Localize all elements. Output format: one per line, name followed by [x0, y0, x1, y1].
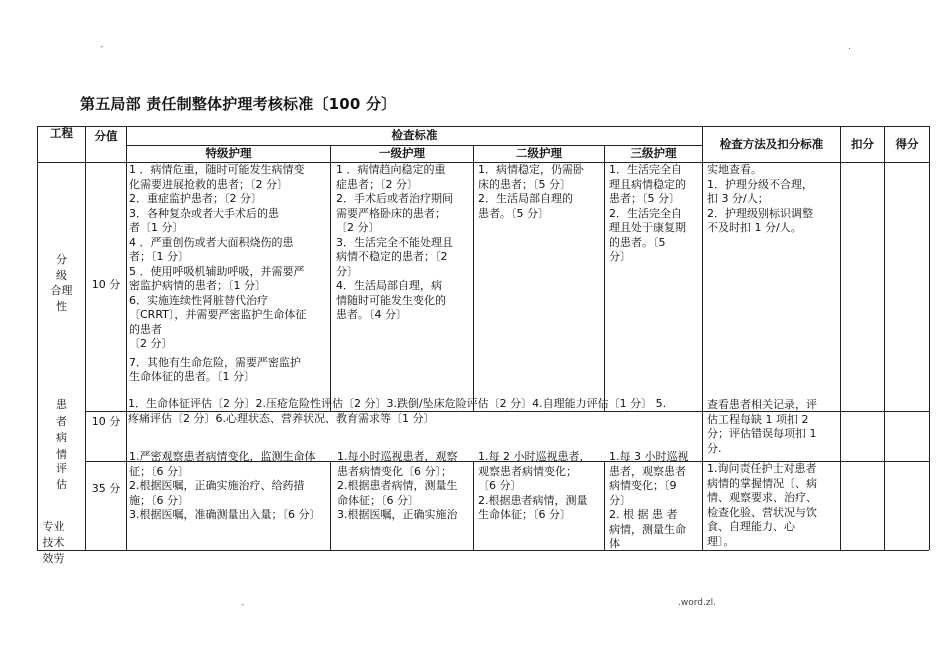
row1-level2-care-text: 1．病情稳定，仍需卧 床的患者；〔5 分〕 2．生活局部自理的 患者。〔5 分〕	[478, 163, 584, 220]
header-gain: 得分	[895, 137, 919, 151]
row1-method-text: 实地查看。 1．护理分级不合理， 扣 3 分/人； 2．护理级别标识调整 不及时扣 1 分/人。	[707, 163, 813, 234]
header-level2-care: 二级护理	[516, 146, 562, 160]
page-footer: .word.zl.	[678, 598, 716, 608]
header-method: 检查方法及扣分标准	[719, 137, 824, 151]
row3-method-text: 1.询问责任护士对患者 病情的掌握情况〔、病 情、观察要求、治疗、 检查化验、营状况与饮 食、自理能力、心 理〕。	[707, 462, 817, 548]
row1-level3-care-text: 1．生活完全自 理且病情稳定的 患者；〔5 分〕 2．生活完全自 理且处于康复期 的患者。〔5 分〕	[609, 163, 686, 263]
row3-project-top: 评 估	[56, 462, 67, 491]
row3-special-care-text: 1.严密观察患者病情变化，监测生命体 征；〔6 分〕 2.根据医嘱，正确实施治疗、给药措 施；〔6 分〕 3.根据医嘱，准确测量出入量；〔6 分〕	[129, 450, 321, 521]
row1-project: 分 级 合理 性	[50, 253, 73, 313]
row2-project: 患 者 病 情	[56, 398, 67, 461]
header-standard: 检查标准	[391, 128, 438, 142]
row3-project-bottom: 专业 技术 效劳	[42, 520, 65, 565]
row3-level1-care-text: 1.每小时巡视患者，观察 患者病情变化〔6 分〕； 2.根据患者病情，测量生 命体征；〔6 分〕 3.根据医嘱，正确实施治	[337, 450, 458, 521]
row2-method-text: 查看患者相关记录，评 估工程每缺 1 项扣 2 分；评估错误每项扣 1 分.	[707, 398, 817, 455]
header-score: 分值	[94, 129, 118, 143]
row1-level1-care-text: 1 ．病情趋向稳定的重 症患者；〔2 分〕 2．手术后或者治疗期间 需要严格卧床的患者； 〔2 分〕 3．生活完全不能处理且 病情不稳定的患者；〔2 分〕 4．生活局部自理，病 情随时可能发生变化的 患者。〔4 分〕	[336, 163, 453, 321]
header-special-care: 特级护理	[205, 146, 252, 160]
row1-score: 10 分	[91, 278, 121, 291]
page-mark-top-right: .	[848, 42, 851, 52]
header-project: 工程	[50, 126, 73, 140]
header-level1-care: 一级护理	[379, 146, 425, 160]
document-title: 第五局部 责任制整体护理考核标准〔100 分〕	[80, 95, 397, 113]
row3-score: 35 分	[91, 482, 121, 495]
row1-special-care-text: 1 ．病情危重，随时可能发生病情变 化需要进展抢救的患者；〔2 分〕 2．重症监护患者；〔2 分〕 3．各种复杂或者大手术后的患 者〔1 分〕 4 ．严重创伤或者大面积烧伤的患 者；〔1 分〕 5 ．使用呼吸机辅助呼吸，并需要严 密监护病情的患者；〔1 分〕 6．实施连续性肾脏替代治疗 〔CRRT〕，并需要严密监护生命体征 的患者 〔2 分〕 7．其他有生命危险，需要严密监护 生命体征的患者。〔1 分〕	[129, 163, 307, 383]
page-mark-top-left: -	[100, 42, 104, 52]
page-mark-bottom: -	[241, 600, 245, 610]
header-deduct: 扣分	[851, 137, 874, 151]
row3-level3-care-text: 1.每 3 小时巡视 患者，观察患者 病情变化；〔9 分〕 2. 根 据 患 者 病情，测量生命 体	[609, 450, 689, 550]
header-level3-care: 三级护理	[630, 146, 677, 160]
row3-level2-care-text: 1.每 2 小时巡视患者， 观察患者病情变化； 〔6 分〕 2.根据患者病情，测量 生命体征；〔6 分〕	[478, 450, 591, 521]
row2-score: 10 分	[91, 415, 121, 428]
row2-standard-text: 1．生命体征评估〔2 分〕2.压疮危险性评估〔2 分〕3.跌倒/坠床危险评估〔2 分〕4.自理能力评估〔1 分〕 5. 疼痛评估〔2 分〕6.心理状态、营养状况、教育需求等〔1 分〕	[128, 397, 667, 425]
